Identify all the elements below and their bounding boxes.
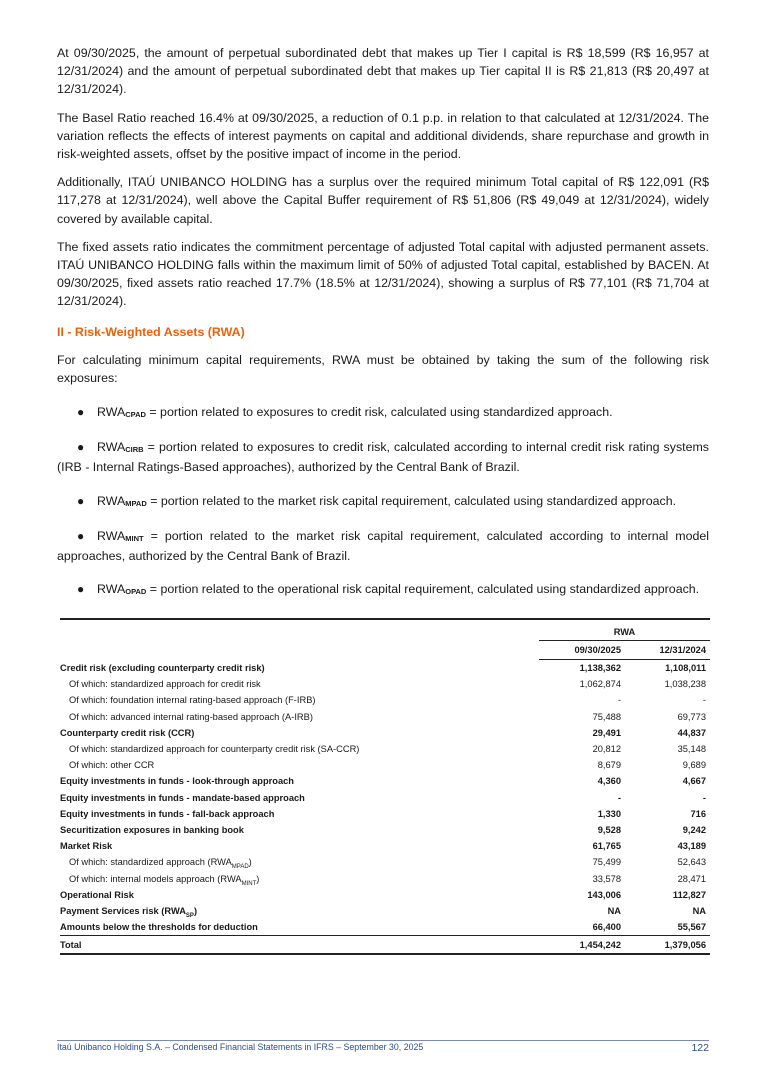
paragraph-basel-ratio: The Basel Ratio reached 16.4% at 09/30/2025, a reduction of 0.1 p.p. in relation to that calculated at 12/31/2024. The variation reflects the effects of interest payments on capital and additional dividends, share repurchase and growth in risk-weighted assets, offset by the positive impact of income in the period. — [57, 110, 709, 162]
total-label: Total — [60, 936, 539, 955]
table-row — [60, 838, 710, 854]
row-value-2024: NA — [692, 905, 706, 916]
row-value-2024: 9,689 — [682, 760, 706, 771]
row-value-2025: 143,006 — [587, 889, 621, 900]
row-label: Counterparty credit risk (CCR) — [60, 727, 195, 738]
row-value-2024: 1,108,011 — [665, 663, 706, 674]
footer-divider — [57, 1040, 709, 1041]
table-group-header-row — [60, 624, 710, 641]
column-header-2025: 09/30/2025 — [539, 641, 621, 660]
row-value-2024: 1,038,238 — [664, 679, 706, 690]
row-label: Of which: other CCR — [69, 760, 155, 771]
row-value-2024: 44,837 — [677, 727, 706, 738]
row-value-2024: 9,242 — [682, 824, 706, 835]
row-value-2025: 4,360 — [597, 776, 621, 787]
row-value-2025: 1,138,362 — [579, 663, 621, 674]
row-value-2024: - — [702, 695, 706, 706]
row-label: Equity investments in funds - fall-back approach — [60, 808, 275, 819]
row-label: Equity investments in funds - mandate-based approach — [60, 792, 305, 803]
table-row — [60, 725, 710, 741]
row-label: Of which: standardized approach $(RWA_{MPAD})$ — [69, 857, 252, 871]
table-total-row — [60, 936, 710, 955]
row-value-2025: 1,330 — [597, 808, 621, 819]
table-row — [60, 660, 710, 677]
paragraph-subordinated-debt: At 09/30/2025, the amount of perpetual subordinated debt that makes up Tier I capital is R$ 18,599 (R$ 16,957 at 12/31/2024) and the amount of perpetual subordinated debt that makes up Tier capital II is R$ 21,813 (R$ 20,497 at 12/31/2024). — [57, 46, 709, 97]
bullet-icon: ● — [77, 528, 85, 543]
row-value-2025: 29,491 — [592, 727, 621, 738]
table-row — [60, 919, 710, 936]
bullet-rwa-mint: ● RWAMINT = portion related to the market risk capital requirement, calculated according to internal model approaches, authorized by the Central Bank of Brazil. — [57, 528, 709, 564]
table-group-header: RWA — [539, 624, 710, 641]
table-row — [60, 692, 710, 708]
row-value-2025: 1,062,874 — [579, 679, 621, 690]
rwa-table — [60, 618, 710, 955]
section-intro: For calculating minimum capital requirements, RWA must be obtained by taking the sum of the following risk exposures: — [57, 352, 709, 385]
row-label: Of which: standardized approach for counterparty credit risk (SA-CCR) — [69, 744, 360, 755]
bullet-icon: ● — [77, 582, 85, 597]
row-value-2024: 69,773 — [677, 711, 706, 722]
bullet-icon: ● — [77, 493, 85, 508]
row-label: Of which: foundation internal rating-based approach (F-IRB) — [69, 695, 316, 706]
row-label: Market Risk — [60, 841, 113, 852]
row-value-2025: 75,499 — [592, 857, 621, 868]
table-row — [60, 806, 710, 822]
table-row — [60, 676, 710, 692]
table-row — [60, 854, 710, 870]
table-row — [60, 790, 710, 806]
row-label: Amounts below the thresholds for deduction — [60, 922, 258, 933]
row-label: Of which: standardized approach for credit risk — [69, 679, 261, 690]
row-value-2024: 28,471 — [677, 873, 706, 884]
row-label: Payment Services risk $(RWA_{SP})$ — [60, 905, 198, 919]
row-value-2025: 66,400 — [592, 922, 621, 933]
row-value-2025: 75,488 — [592, 711, 621, 722]
table-row — [60, 822, 710, 838]
table-row — [60, 773, 710, 789]
row-value-2024: 112,827 — [672, 889, 706, 900]
row-label: Equity investments in funds - look-through approach — [60, 776, 294, 787]
row-value-2025: 9,528 — [597, 824, 621, 835]
table-row — [60, 870, 710, 886]
row-value-2025: 61,765 — [592, 841, 621, 852]
row-value-2024: 52,643 — [677, 857, 706, 868]
row-label: Securitization exposures in banking book — [60, 824, 244, 835]
row-value-2025: - — [617, 695, 621, 706]
bullet-rwa-mpad: ● RWAMPAD = portion related to the market risk capital requirement, calculated using standardized approach. — [57, 492, 709, 512]
table-row — [60, 903, 710, 919]
table-row — [60, 741, 710, 757]
row-value-2025: 33,578 — [592, 873, 621, 884]
total-value-2024: 1,379,056 — [621, 936, 710, 955]
row-value-2024: 4,667 — [682, 776, 706, 787]
row-label: Of which: internal models approach $(RWA_{MINT})$ — [69, 873, 260, 887]
section-title: II - Risk-Weighted Assets (RWA) — [57, 324, 245, 339]
row-value-2025: 20,812 — [592, 744, 621, 755]
table-row — [60, 709, 710, 725]
row-value-2024: 55,567 — [677, 922, 706, 933]
bullet-rwa-opad: ● RWAOPAD = portion related to the operational risk capital requirement, calculated using standardized approach. — [57, 580, 709, 600]
table-row — [60, 757, 710, 773]
row-value-2024: 35,148 — [677, 744, 706, 755]
row-value-2024: 43,189 — [677, 841, 706, 852]
page-number: 122 — [691, 1042, 709, 1054]
bullet-icon: ● — [77, 405, 85, 420]
footer-text: Itaú Unibanco Holding S.A. – Condensed Financial Statements in IFRS – September 30, 2025 — [57, 1042, 424, 1052]
table-row — [60, 887, 710, 903]
row-label: Credit risk (excluding counterparty credit risk) — [60, 662, 265, 673]
row-label: Operational Risk — [60, 889, 134, 900]
table-column-header-row — [60, 641, 710, 660]
bullet-icon: ● — [77, 440, 85, 455]
column-header-2024: 12/31/2024 — [621, 641, 710, 660]
document-body — [57, 44, 709, 615]
paragraph-capital-surplus: Additionally, ITAÚ UNIBANCO HOLDING has a surplus over the required minimum Total capital of R$ 122,091 (R$ 117,278 at 12/31/2024), well above the Capital Buffer requirement of R$ 51,806 (R$ 49,049 at 12/31/2024), widely covered by available capital. — [57, 175, 709, 226]
total-value-2025: 1,454,242 — [539, 936, 621, 955]
paragraph-fixed-assets-ratio: The fixed assets ratio indicates the commitment percentage of adjusted Total capital with adjusted permanent assets. ITAÚ UNIBANCO HOLDING falls within the maximum limit of 50% of adjusted Total capital, established by BACEN. At 09/30/2025, fixed assets ratio reached 17.7% (18.5% at 12/31/2024), showing a surplus of R$ 77,101 (R$ 71,704 at 12/31/2024). — [57, 239, 709, 309]
row-label: Of which: advanced internal rating-based approach (A-IRB) — [69, 711, 313, 722]
row-value-2024: 716 — [690, 808, 706, 819]
row-value-2025: 8,679 — [597, 760, 621, 771]
bullet-rwa-cirb: ● RWACIRB = portion related to exposures to credit risk, calculated according to internal credit risk rating systems (IRB - Internal Ratings-Based approaches), authorized by the Central Bank of Brazil. — [57, 440, 709, 475]
row-value-2024: - — [702, 792, 706, 803]
bullet-rwa-cpad: ● RWACPAD = portion related to exposures to credit risk, calculated using standardized approach. — [57, 403, 709, 423]
row-value-2025: - — [617, 792, 621, 803]
row-value-2025: NA — [607, 905, 621, 916]
